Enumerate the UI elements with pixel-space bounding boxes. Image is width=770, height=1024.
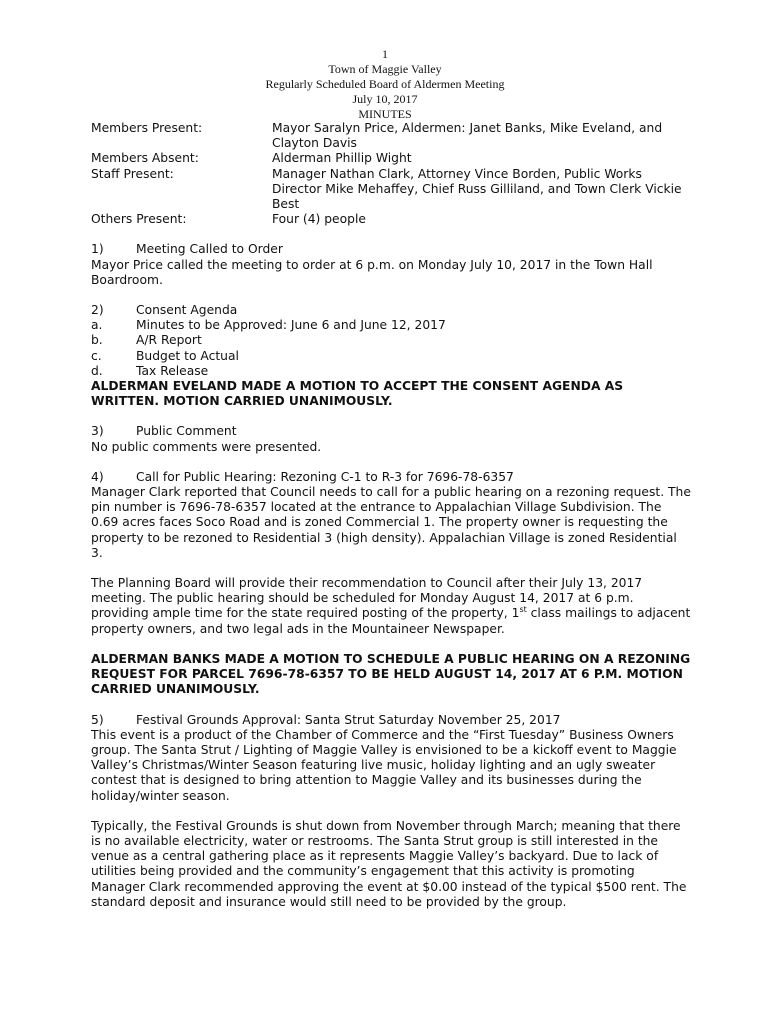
section-title: Meeting Called to Order <box>136 242 283 257</box>
section-text: Manager Clark reported that Council needs to call for a public hearing on a rezoning request. The pin number is 7696-78-6357 located at the entrance to Appalachian Village Subdivision. The 0.69 acres faces Soco Road and is zoned Commercial 1. The property owner is requesting the property to be rezoned to Residential 3 (high density). Appalachian Village is zoned Residential 3. <box>91 485 691 560</box>
attendance-value: Four (4) people <box>272 212 366 227</box>
attendance-key: Staff Present: <box>91 166 174 181</box>
meeting-date: July 10, 2017 <box>352 92 418 106</box>
attendance-row <box>91 151 691 166</box>
section-heading <box>91 424 691 439</box>
section-text: Mayor Price called the meeting to order at 6 p.m. on Monday July 10, 2017 in the Town Hall Boardroom. <box>91 257 653 287</box>
attendance-row <box>91 167 691 213</box>
section-heading <box>91 713 691 728</box>
section-text: Typically, the Festival Grounds is shut down from November through March; meaning that there is no available electricity, water or restrooms. The Santa Strut group is still interested in the venue as a central gathering place as it represents Maggie Valley’s backyard. Due to lack of utilities being provided and the community’s engagement that this activity is promoting Manager Clark recommended approving the event at $0.00 instead of the typical $500 rent. The standard deposit and insurance would still need to be provided by the group. <box>91 818 687 909</box>
section-title: Call for Public Hearing: Rezoning C-1 to R-3 for 7696-78-6357 <box>136 469 514 484</box>
agenda-item <box>91 349 691 364</box>
agenda-item-text: Minutes to be Approved: June 6 and June 12, 2017 <box>136 318 446 333</box>
agenda-item-text: Tax Release <box>136 363 209 378</box>
town-name: Town of Maggie Valley <box>328 62 442 76</box>
text-run: class mailings to adjacent property owners, and two legal ads in the Mountaineer Newspaper. <box>91 606 691 636</box>
ordinal-suffix: st <box>519 605 527 615</box>
section-number: 5) <box>91 712 104 727</box>
text-run: The Planning Board will provide their recommendation to Council after their July 13, 2017 meeting. The public hearing should be scheduled for Monday August 14, 2017 at 6 p.m. providing ample time for the state required posting of the property, 1 <box>91 576 643 621</box>
meeting-title: Regularly Scheduled Board of Aldermen Meeting <box>265 77 505 91</box>
attendance-value: Manager Nathan Clark, Attorney Vince Borden, Public Works Director Mike Mehaffey, Chief Russ Gilliland, and Town Clerk Vickie Best <box>272 166 682 212</box>
section-title: Festival Grounds Approval: Santa Strut Saturday November 25, 2017 <box>136 712 561 727</box>
section-number: 3) <box>91 424 104 439</box>
section-title: Consent Agenda <box>136 303 238 318</box>
section-number: 4) <box>91 469 104 484</box>
section-text <box>91 576 691 637</box>
agenda-item-letter: a. <box>91 318 103 333</box>
section-heading <box>91 303 691 318</box>
minutes-body <box>91 121 691 910</box>
agenda-item <box>91 333 691 348</box>
document-header <box>0 47 770 122</box>
section-heading <box>91 470 691 485</box>
attendance-key: Members Absent: <box>91 151 199 166</box>
agenda-item-text: Budget to Actual <box>136 348 239 363</box>
motion-text: ALDERMAN EVELAND MADE A MOTION TO ACCEPT THE CONSENT AGENDA AS WRITTEN. MOTION CARRIED UNANIMOUSLY. <box>91 379 624 409</box>
section-text: No public comments were presented. <box>91 439 322 454</box>
agenda-item-letter: d. <box>91 363 103 378</box>
agenda-item <box>91 318 691 333</box>
agenda-item <box>91 364 691 379</box>
attendance-key: Members Present: <box>91 121 203 135</box>
attendance-key: Others Present: <box>91 212 187 227</box>
minutes-label: MINUTES <box>358 107 412 121</box>
agenda-item-text: A/R Report <box>136 333 202 348</box>
section-text: This event is a product of the Chamber of Commerce and the “First Tuesday” Business Owners group. The Santa Strut / Lighting of Maggie Valley is envisioned to be a kickoff event to Maggie Valley’s Christmas/Winter Season featuring live music, holiday lighting and an ugly sweater contest that is designed to bring attention to Maggie Valley and its businesses during the holiday/winter season. <box>91 727 677 803</box>
section-heading <box>91 242 691 257</box>
motion-text: ALDERMAN BANKS MADE A MOTION TO SCHEDULE A PUBLIC HEARING ON A REZONING REQUEST FOR PARCEL 7696-78-6357 TO BE HELD AUGUST 14, 2017 AT 6 P.M. MOTION CARRIED UNANIMOUSLY. <box>91 651 691 697</box>
section-number: 2) <box>91 303 104 318</box>
section-number: 1) <box>91 242 104 257</box>
page-number: 1 <box>382 47 388 61</box>
agenda-item-letter: b. <box>91 333 103 348</box>
attendance-row <box>91 121 691 151</box>
agenda-item-letter: c. <box>91 348 102 363</box>
section-title: Public Comment <box>136 424 237 439</box>
attendance-value: Mayor Saralyn Price, Aldermen: Janet Banks, Mike Eveland, and Clayton Davis <box>272 121 663 151</box>
attendance-value: Alderman Phillip Wight <box>272 151 412 166</box>
attendance-row <box>91 212 691 227</box>
